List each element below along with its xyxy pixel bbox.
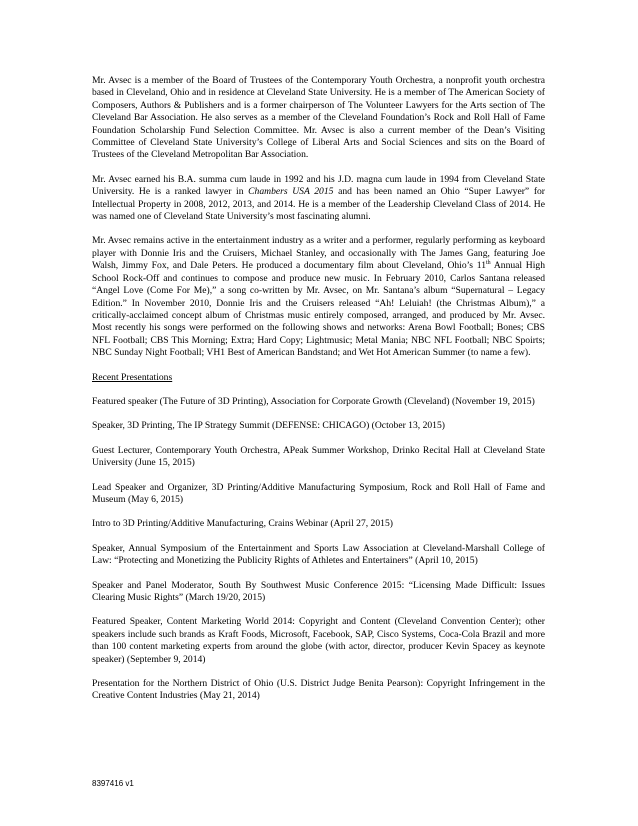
recent-presentations-heading: Recent Presentations [92, 371, 173, 383]
bio-paragraph-3 [92, 235, 545, 359]
presentation-item-7: Speaker and Panel Moderator, South By Southwest Music Conference 2015: “Licensing Made Difficult: Issues Clearing Music Rights” (March 19/20, 2015) [92, 579, 545, 603]
presentation-item-6: Speaker, Annual Symposium of the Entertainment and Sports Law Association at Cleveland-Marshall College of Law: “Protecting and Monetizing the Publicity Rights of Athletes and Entertainers” (April 10, 2015) [92, 542, 545, 567]
presentation-item-8: Featured Speaker, Content Marketing World 2014: Copyright and Content (Cleveland Convention Center); other speakers include such brands as Kraft Foods, Microsoft, Facebook, SAP, Cisco Systems, Coca-Cola Brazil and more than 100 content marketing experts from around the globe (with actor, director, producer Kevin Spacey as keynote speaker) (September 9, 2014) [92, 616, 545, 665]
bio-paragraph-3-text-b: Annual High School Rock-Off and continues to compose and produce new music. In February 2010, Carlos Santana released “Angel Love (Come For Me),” a song co-written by Mr. Avsec, on Mr. Santana’s album “Supernatural – Legacy Edition.” In November 2010, Donnie Iris and the Cruisers released “Ah! Leluiah! (the Christmas Album),” a critically-acclaimed concept album of Christmas music entirely composed, arranged, and produced by Mr. Avsec. Most recently his songs were performed on the following shows and networks: Arena Bowl Football; Bones; CBS NFL Football; CBS This Morning; Extra; Hard Copy; Lightmusic; Metal Mania; NBC NFL Football; NBC Spoirts; NBC Sunday Night Football; VH1 Best of American Bandstand; and Wet Hot American Summer (to name a few). [92, 260, 545, 359]
chambers-usa-title: Chambers USA 2015 [248, 186, 334, 198]
presentation-item-1: Featured speaker (The Future of 3D Printing), Association for Corporate Growth (Cleveland) (November 19, 2015) [92, 395, 535, 407]
presentation-item-9: Presentation for the Northern District of Ohio (U.S. District Judge Benita Pearson): Copyright Infringement in the Creative Content Industries (May 21, 2014) [92, 678, 545, 702]
presentation-item-2: Speaker, 3D Printing, The IP Strategy Summit (DEFENSE: CHICAGO) (October 13, 2015) [92, 420, 445, 432]
bio-paragraph-1: Mr. Avsec is a member of the Board of Trustees of the Contemporary Youth Orchestra, a nonprofit youth orchestra based in Cleveland, Ohio and in residence at Cleveland State University. He is a member of The American Society of Composers, Authors & Publishers and is a former chairperson of The Volunteer Lawyers for the Arts section of The Cleveland Bar Association. He also serves as a member of the Cleveland Foundation’s Rock and Roll Hall of Fame Foundation Scholarship Fund Selection Committee. Mr. Avsec is also a current member of the Dean’s Visiting Committee of Cleveland State University’s College of Liberal Arts and Social Sciences and sits on the Board of Trustees of the Cleveland Metropolitan Bar Association. [92, 75, 545, 161]
bio-paragraph-2-text-b: and has been named an Ohio “Super Lawyer” for Intellectual Property in 2008, 2012, 2013, and 2014. He is a member of the Leadership Cleveland Class of 2014. He was named one of Cleveland State University’s most fascinating alumni. [92, 186, 546, 223]
document-id-footer: 8397416 v1 [92, 779, 134, 788]
bio-paragraph-2 [92, 174, 545, 224]
presentation-item-5: Intro to 3D Printing/Additive Manufacturing, Crains Webinar (April 27, 2015) [92, 518, 393, 530]
presentation-item-4: Lead Speaker and Organizer, 3D Printing/Additive Manufacturing Symposium, Rock and Roll Hall of Fame and Museum (May 6, 2015) [92, 481, 545, 505]
bio-paragraph-2-text-a: Mr. Avsec earned his B.A. summa cum laude in 1992 and his J.D. magna cum laude in 1994 from Cleveland State University. He is a ranked lawyer in [92, 173, 545, 198]
ordinal-suffix: th [486, 260, 491, 267]
bio-paragraph-3-text-a: Mr. Avsec remains active in the entertainment industry as a writer and a performer, regularly performing as keyboard player with Donnie Iris and the Cruisers, Michael Stanley, and occasionally with The James Gang, featuring Joe Walsh, Jimmy Fox, and Dale Peters. He produced a documentary film about Cleveland, Ohio’s 11 [92, 235, 545, 272]
presentation-item-3: Guest Lecturer, Contemporary Youth Orchestra, APeak Summer Workshop, Drinko Recital Hall at Cleveland State University (June 15, 2015) [92, 444, 545, 469]
document-body [92, 75, 545, 715]
